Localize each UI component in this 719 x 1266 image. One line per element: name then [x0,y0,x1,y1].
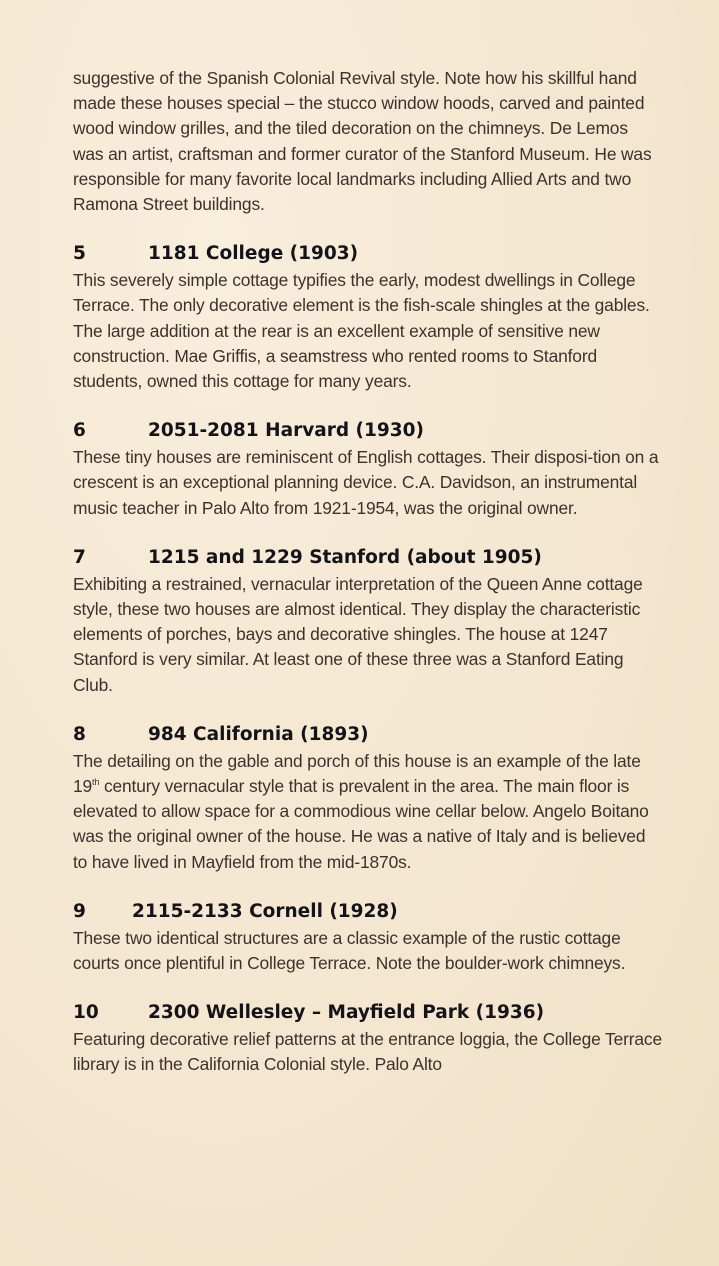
entry-heading [73,241,663,267]
entry-5 [73,241,663,394]
entry-number: 7 [73,546,86,568]
entry-number: 10 [73,1002,99,1024]
intro-paragraph: suggestive of the Spanish Colonial Revival style. Note how his skillful hand made these houses special – the stucco window hoods, carved and painted wood window grilles, and the tiled decoration on the chimneys. De Lemos was an artist, craftsman and former curator of the Stanford Museum. He was responsible for many favorite local landmarks including Allied Arts and two Ramona Street buildings. [73,68,652,215]
entry-number: 5 [73,243,86,265]
entry-description: These two identical structures are a classic example of the rustic cottage courts once plentiful in College Terrace. Note the boulder-work chimneys. [73,927,626,974]
entry-heading [73,1000,663,1026]
entry-description [73,749,663,875]
entry-7 [73,545,663,698]
entry-number: 9 [73,900,86,922]
entry-9 [73,899,663,976]
entry-description: Exhibiting a restrained, vernacular interpretation of the Queen Anne cottage style, these two houses are almost identical. They display the characteristic elements of porches, bays and decorative shingles. The house at 1247 Stanford is very similar. At least one of these three was a Stanford Eating Club. [73,573,643,695]
entry-number: 8 [73,723,86,745]
entry-title: 1181 College (1903) [148,243,359,265]
entry-title: 2300 Wellesley – Mayfield Park (1936) [148,1002,545,1024]
entry-number: 6 [73,420,86,442]
entry-title: 1215 and 1229 Stanford (about 1905) [148,546,542,568]
document-page [73,64,663,1078]
entry-description: This severely simple cottage typifies the early, modest dwellings in College Terrace. The only decorative element is the fish-scale shingles at the gables. The large addition at the rear is an excellent example of sensitive new construction. Mae Griffis, a seamstress who rented rooms to Stanford students, owned this cottage for many years. [73,270,650,392]
entry-heading [73,899,663,925]
entry-heading [73,418,663,444]
entry-description: Featuring decorative relief patterns at the entrance loggia, the College Terrace library is in the California Colonial style. Palo Alto [73,1029,662,1075]
entry-heading [73,722,663,748]
entry-8 [73,722,663,875]
entry-text-part: The detailing on the gable and porch of this house is an example of the late 19 [73,750,641,797]
entry-heading [73,545,663,571]
entry-description: These tiny houses are reminiscent of English cottages. Their disposi-tion on a crescent is an exceptional planning device. C.A. Davidson, an instrumental music teacher in Palo Alto from 1921-1954, was the original owner. [73,447,659,518]
entry-6 [73,418,663,521]
ordinal-suffix: th [92,777,100,788]
entry-title: 984 California (1893) [148,723,369,745]
entry-10 [73,1000,663,1077]
entry-title: 2115-2133 Cornell (1928) [132,900,398,922]
entry-title: 2051-2081 Harvard (1930) [148,420,424,442]
entry-text-part: century vernacular style that is prevalent in the area. The main floor is elevated to allow space for a commodious wine cellar below. Angelo Boitano was the original owner of the house. He was a native of Italy and is believed to have lived in Mayfield from the mid-1870s. [73,776,649,872]
